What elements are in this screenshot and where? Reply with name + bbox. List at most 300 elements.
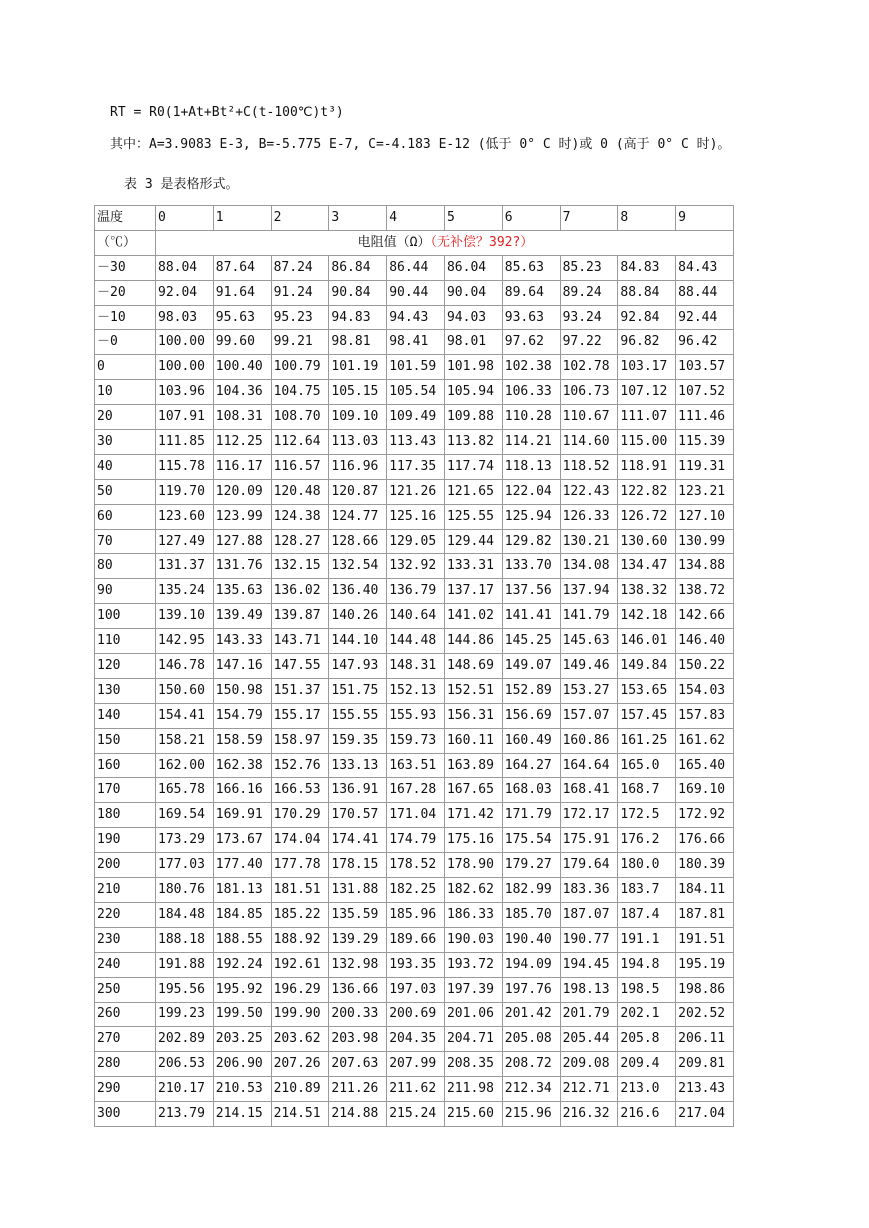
resistance-cell: 180.39 [676, 853, 734, 878]
resistance-cell: 119.31 [676, 454, 734, 479]
resistance-cell: 101.19 [329, 355, 387, 380]
resistance-cell: 188.55 [213, 927, 271, 952]
resistance-cell: 187.4 [618, 902, 676, 927]
resistance-cell: 99.60 [213, 330, 271, 355]
resistance-cell: 213.79 [156, 1102, 214, 1127]
table-row [95, 853, 734, 878]
resistance-cell: 115.00 [618, 430, 676, 455]
resistance-cell: 181.51 [271, 878, 329, 903]
row-temperature: 250 [95, 977, 156, 1002]
resistance-cell: 124.38 [271, 504, 329, 529]
resistance-cell: 194.8 [618, 952, 676, 977]
resistance-cell: 207.63 [329, 1052, 387, 1077]
resistance-cell: 204.71 [444, 1027, 502, 1052]
resistance-cell: 155.17 [271, 703, 329, 728]
resistance-cell: 203.25 [213, 1027, 271, 1052]
resistance-cell: 210.89 [271, 1077, 329, 1102]
resistance-cell: 150.98 [213, 678, 271, 703]
resistance-cell: 91.64 [213, 280, 271, 305]
resistance-cell: 155.93 [387, 703, 445, 728]
resistance-cell: 85.23 [560, 255, 618, 280]
formula-text: RT = R0(1+At+Bt²+C(t-100℃)t³) [110, 105, 344, 120]
resistance-cell: 117.35 [387, 454, 445, 479]
header-digit: 2 [271, 206, 329, 231]
resistance-cell: 149.46 [560, 654, 618, 679]
resistance-cell: 164.27 [502, 753, 560, 778]
table-row [95, 678, 734, 703]
row-temperature: 170 [95, 778, 156, 803]
resistance-cell: 120.48 [271, 479, 329, 504]
resistance-cell: 109.88 [444, 405, 502, 430]
table-row [95, 878, 734, 903]
resistance-cell: 173.29 [156, 828, 214, 853]
resistance-cell: 180.0 [618, 853, 676, 878]
table-row [95, 1027, 734, 1052]
resistance-cell: 166.53 [271, 778, 329, 803]
resistance-cell: 203.62 [271, 1027, 329, 1052]
resistance-cell: 153.65 [618, 678, 676, 703]
resistance-cell: 178.52 [387, 853, 445, 878]
resistance-cell: 106.33 [502, 380, 560, 405]
resistance-cell: 170.29 [271, 803, 329, 828]
row-temperature: 20 [95, 405, 156, 430]
resistance-cell: 130.21 [560, 529, 618, 554]
resistance-cell: 177.03 [156, 853, 214, 878]
resistance-cell: 172.5 [618, 803, 676, 828]
resistance-cell: 211.26 [329, 1077, 387, 1102]
resistance-cell: 195.56 [156, 977, 214, 1002]
resistance-cell: 127.10 [676, 504, 734, 529]
resistance-cell: 135.63 [213, 579, 271, 604]
row-temperature: 180 [95, 803, 156, 828]
resistance-cell: 209.08 [560, 1052, 618, 1077]
resistance-cell: 100.00 [156, 330, 214, 355]
resistance-cell: 199.23 [156, 1002, 214, 1027]
resistance-cell: 191.1 [618, 927, 676, 952]
resistance-cell: 215.96 [502, 1102, 560, 1127]
resistance-cell: 94.83 [329, 305, 387, 330]
row-temperature: 270 [95, 1027, 156, 1052]
resistance-cell: 113.03 [329, 430, 387, 455]
resistance-cell: 163.51 [387, 753, 445, 778]
resistance-cell: 214.15 [213, 1102, 271, 1127]
resistance-cell: 194.09 [502, 952, 560, 977]
table-unit-row [95, 230, 734, 255]
resistance-cell: 127.49 [156, 529, 214, 554]
resistance-cell: 191.51 [676, 927, 734, 952]
resistance-cell: 156.31 [444, 703, 502, 728]
resistance-cell: 185.70 [502, 902, 560, 927]
resistance-cell: 141.02 [444, 604, 502, 629]
resistance-cell: 169.91 [213, 803, 271, 828]
resistance-cell: 112.25 [213, 430, 271, 455]
resistance-cell: 193.35 [387, 952, 445, 977]
resistance-cell: 197.76 [502, 977, 560, 1002]
resistance-cell: 92.44 [676, 305, 734, 330]
resistance-cell: 168.41 [560, 778, 618, 803]
resistance-cell: 166.16 [213, 778, 271, 803]
resistance-cell: 178.15 [329, 853, 387, 878]
resistance-cell: 157.45 [618, 703, 676, 728]
resistance-cell: 198.86 [676, 977, 734, 1002]
resistance-cell: 179.64 [560, 853, 618, 878]
table-row [95, 380, 734, 405]
resistance-cell: 85.63 [502, 255, 560, 280]
resistance-cell: 204.35 [387, 1027, 445, 1052]
resistance-cell: 149.84 [618, 654, 676, 679]
resistance-cell: 162.38 [213, 753, 271, 778]
resistance-cell: 139.10 [156, 604, 214, 629]
resistance-cell: 154.41 [156, 703, 214, 728]
resistance-cell: 148.69 [444, 654, 502, 679]
resistance-cell: 143.71 [271, 629, 329, 654]
resistance-cell: 176.2 [618, 828, 676, 853]
resistance-cell: 86.84 [329, 255, 387, 280]
resistance-cell: 171.04 [387, 803, 445, 828]
resistance-cell: 129.44 [444, 529, 502, 554]
resistance-cell: 174.04 [271, 828, 329, 853]
resistance-cell: 168.03 [502, 778, 560, 803]
resistance-cell: 111.85 [156, 430, 214, 455]
row-temperature: 140 [95, 703, 156, 728]
resistance-cell: 99.21 [271, 330, 329, 355]
resistance-cell: 125.94 [502, 504, 560, 529]
table-row [95, 579, 734, 604]
resistance-cell: 145.63 [560, 629, 618, 654]
resistance-cell: 215.24 [387, 1102, 445, 1127]
resistance-cell: 84.43 [676, 255, 734, 280]
resistance-cell: 194.45 [560, 952, 618, 977]
resistance-cell: 98.01 [444, 330, 502, 355]
resistance-cell: 111.07 [618, 405, 676, 430]
table-row [95, 902, 734, 927]
header-temperature-label: 温度 [95, 206, 156, 231]
resistance-cell: 205.44 [560, 1027, 618, 1052]
resistance-cell: 136.91 [329, 778, 387, 803]
resistance-cell: 190.03 [444, 927, 502, 952]
resistance-cell: 211.62 [387, 1077, 445, 1102]
table-row [95, 629, 734, 654]
table-row [95, 952, 734, 977]
resistance-cell: 151.37 [271, 678, 329, 703]
resistance-cell: 210.53 [213, 1077, 271, 1102]
resistance-cell: 117.74 [444, 454, 502, 479]
resistance-cell: 123.60 [156, 504, 214, 529]
resistance-cell: 172.17 [560, 803, 618, 828]
resistance-cell: 102.78 [560, 355, 618, 380]
unit-label: （℃） [95, 230, 156, 255]
resistance-cell: 175.91 [560, 828, 618, 853]
resistance-cell: 197.39 [444, 977, 502, 1002]
resistance-cell: 113.82 [444, 430, 502, 455]
resistance-cell: 98.03 [156, 305, 214, 330]
table-row [95, 828, 734, 853]
resistance-cell: 177.40 [213, 853, 271, 878]
resistance-cell: 205.8 [618, 1027, 676, 1052]
resistance-cell: 122.43 [560, 479, 618, 504]
resistance-cell: 146.01 [618, 629, 676, 654]
table-row [95, 803, 734, 828]
resistance-cell: 175.16 [444, 828, 502, 853]
resistance-cell: 213.43 [676, 1077, 734, 1102]
resistance-cell: 138.72 [676, 579, 734, 604]
resistance-cell: 134.88 [676, 554, 734, 579]
resistance-cell: 137.17 [444, 579, 502, 604]
resistance-cell: 201.79 [560, 1002, 618, 1027]
resistance-cell: 103.57 [676, 355, 734, 380]
resistance-cell: 209.4 [618, 1052, 676, 1077]
table-row [95, 927, 734, 952]
resistance-cell: 93.24 [560, 305, 618, 330]
resistance-cell: 174.79 [387, 828, 445, 853]
resistance-cell: 138.32 [618, 579, 676, 604]
resistance-cell: 128.66 [329, 529, 387, 554]
resistance-cell: 167.28 [387, 778, 445, 803]
resistance-cell: 212.34 [502, 1077, 560, 1102]
resistance-cell: 131.88 [329, 878, 387, 903]
resistance-cell: 113.43 [387, 430, 445, 455]
resistance-cell: 186.33 [444, 902, 502, 927]
resistance-cell: 110.67 [560, 405, 618, 430]
resistance-cell: 158.21 [156, 728, 214, 753]
resistance-cell: 124.77 [329, 504, 387, 529]
resistance-cell: 125.16 [387, 504, 445, 529]
resistance-cell: 199.90 [271, 1002, 329, 1027]
resistance-cell: 118.52 [560, 454, 618, 479]
resistance-cell: 213.0 [618, 1077, 676, 1102]
row-temperature: 30 [95, 430, 156, 455]
header-digit: 3 [329, 206, 387, 231]
resistance-cell: 109.49 [387, 405, 445, 430]
resistance-cell: 151.75 [329, 678, 387, 703]
table-row [95, 255, 734, 280]
row-temperature: 0 [95, 355, 156, 380]
resistance-cell: 96.82 [618, 330, 676, 355]
resistance-cell: 133.31 [444, 554, 502, 579]
resistance-cell: 131.76 [213, 554, 271, 579]
resistance-cell: 89.24 [560, 280, 618, 305]
resistance-cell: 126.33 [560, 504, 618, 529]
resistance-cell: 201.06 [444, 1002, 502, 1027]
resistance-cell: 118.13 [502, 454, 560, 479]
resistance-cell: 140.26 [329, 604, 387, 629]
resistance-cell: 134.47 [618, 554, 676, 579]
resistance-cell: 169.10 [676, 778, 734, 803]
resistance-table [94, 205, 734, 1127]
resistance-cell: 209.81 [676, 1052, 734, 1077]
header-digit: 5 [444, 206, 502, 231]
header-digit: 8 [618, 206, 676, 231]
resistance-cell: 172.92 [676, 803, 734, 828]
resistance-cell: 87.24 [271, 255, 329, 280]
table-row [95, 554, 734, 579]
table-row [95, 280, 734, 305]
resistance-cell: 216.32 [560, 1102, 618, 1127]
resistance-cell: 165.40 [676, 753, 734, 778]
row-temperature: 120 [95, 654, 156, 679]
resistance-cell: 157.07 [560, 703, 618, 728]
resistance-cell: 206.53 [156, 1052, 214, 1077]
resistance-cell: 208.72 [502, 1052, 560, 1077]
resistance-cell: 195.92 [213, 977, 271, 1002]
resistance-cell: 139.87 [271, 604, 329, 629]
resistance-cell: 177.78 [271, 853, 329, 878]
resistance-cell: 116.17 [213, 454, 271, 479]
row-temperature: 150 [95, 728, 156, 753]
resistance-cell: 103.17 [618, 355, 676, 380]
table-row [95, 728, 734, 753]
resistance-cell: 108.70 [271, 405, 329, 430]
resistance-cell: 122.04 [502, 479, 560, 504]
row-temperature: 290 [95, 1077, 156, 1102]
header-digit: 0 [156, 206, 214, 231]
resistance-cell: 139.49 [213, 604, 271, 629]
resistance-cell: 149.07 [502, 654, 560, 679]
resistance-cell: 163.89 [444, 753, 502, 778]
resistance-cell: 198.5 [618, 977, 676, 1002]
resistance-cell: 100.79 [271, 355, 329, 380]
resistance-cell: 182.62 [444, 878, 502, 903]
row-temperature: 280 [95, 1052, 156, 1077]
resistance-cell: 173.67 [213, 828, 271, 853]
resistance-cell: 214.51 [271, 1102, 329, 1127]
resistance-cell: 130.60 [618, 529, 676, 554]
resistance-cell: 90.44 [387, 280, 445, 305]
resistance-cell: 148.31 [387, 654, 445, 679]
row-temperature: 130 [95, 678, 156, 703]
resistance-cell: 206.11 [676, 1027, 734, 1052]
table-row [95, 1102, 734, 1127]
resistance-cell: 160.49 [502, 728, 560, 753]
table-row [95, 1002, 734, 1027]
resistance-cell: 147.55 [271, 654, 329, 679]
resistance-cell: 116.96 [329, 454, 387, 479]
row-temperature: 10 [95, 380, 156, 405]
resistance-cell: 122.82 [618, 479, 676, 504]
table-row [95, 529, 734, 554]
resistance-cell: 205.08 [502, 1027, 560, 1052]
resistance-cell: 137.94 [560, 579, 618, 604]
resistance-cell: 182.99 [502, 878, 560, 903]
row-temperature: 190 [95, 828, 156, 853]
row-temperature: 300 [95, 1102, 156, 1127]
resistance-cell: 137.56 [502, 579, 560, 604]
resistance-cell: 95.23 [271, 305, 329, 330]
resistance-cell: 97.62 [502, 330, 560, 355]
row-temperature: 220 [95, 902, 156, 927]
row-temperature: －10 [95, 305, 156, 330]
resistance-cell: 126.72 [618, 504, 676, 529]
row-temperature: －0 [95, 330, 156, 355]
resistance-cell: 160.86 [560, 728, 618, 753]
resistance-cell: 125.55 [444, 504, 502, 529]
resistance-cell: 104.75 [271, 380, 329, 405]
resistance-cell: 184.48 [156, 902, 214, 927]
resistance-cell: 157.83 [676, 703, 734, 728]
resistance-cell: 147.93 [329, 654, 387, 679]
resistance-cell: 145.25 [502, 629, 560, 654]
resistance-cell: 141.41 [502, 604, 560, 629]
resistance-cell: 174.41 [329, 828, 387, 853]
resistance-cell: 96.42 [676, 330, 734, 355]
table-header-row [95, 206, 734, 231]
resistance-cell: 206.90 [213, 1052, 271, 1077]
resistance-cell: 86.04 [444, 255, 502, 280]
table-caption: 表 3 是表格形式。 [124, 177, 239, 192]
resistance-cell: 140.64 [387, 604, 445, 629]
resistance-cell: 179.27 [502, 853, 560, 878]
resistance-cell: 156.69 [502, 703, 560, 728]
resistance-cell: 92.84 [618, 305, 676, 330]
resistance-cell: 123.99 [213, 504, 271, 529]
resistance-cell: 202.1 [618, 1002, 676, 1027]
resistance-header [156, 230, 734, 255]
resistance-cell: 93.63 [502, 305, 560, 330]
header-digit: 4 [387, 206, 445, 231]
resistance-cell: 121.26 [387, 479, 445, 504]
resistance-cell: 88.44 [676, 280, 734, 305]
resistance-cell: 110.28 [502, 405, 560, 430]
resistance-cell: 146.78 [156, 654, 214, 679]
resistance-cell: 155.55 [329, 703, 387, 728]
resistance-cell: 201.42 [502, 1002, 560, 1027]
resistance-cell: 154.03 [676, 678, 734, 703]
resistance-cell: 86.44 [387, 255, 445, 280]
table-row [95, 1077, 734, 1102]
resistance-cell: 136.66 [329, 977, 387, 1002]
resistance-cell: 150.60 [156, 678, 214, 703]
resistance-cell: 184.85 [213, 902, 271, 927]
resistance-cell: 111.46 [676, 405, 734, 430]
resistance-cell: 132.92 [387, 554, 445, 579]
resistance-cell: 104.36 [213, 380, 271, 405]
table-row [95, 654, 734, 679]
resistance-cell: 202.89 [156, 1027, 214, 1052]
resistance-cell: 95.63 [213, 305, 271, 330]
resistance-cell: 141.79 [560, 604, 618, 629]
resistance-cell: 176.66 [676, 828, 734, 853]
resistance-cell: 109.10 [329, 405, 387, 430]
resistance-cell: 193.72 [444, 952, 502, 977]
resistance-cell: 161.62 [676, 728, 734, 753]
table-row [95, 703, 734, 728]
resistance-cell: 215.60 [444, 1102, 502, 1127]
resistance-cell: 108.31 [213, 405, 271, 430]
resistance-cell: 191.88 [156, 952, 214, 977]
table-row [95, 430, 734, 455]
row-temperature: 210 [95, 878, 156, 903]
resistance-cell: 142.66 [676, 604, 734, 629]
row-temperature: 50 [95, 479, 156, 504]
header-digit: 9 [676, 206, 734, 231]
resistance-cell: 153.27 [560, 678, 618, 703]
resistance-cell: 103.96 [156, 380, 214, 405]
resistance-cell: 182.25 [387, 878, 445, 903]
resistance-cell: 106.73 [560, 380, 618, 405]
resistance-cell: 195.19 [676, 952, 734, 977]
resistance-cell: 158.59 [213, 728, 271, 753]
row-temperature: 100 [95, 604, 156, 629]
resistance-cell: 129.05 [387, 529, 445, 554]
resistance-cell: 89.64 [502, 280, 560, 305]
resistance-cell: 94.43 [387, 305, 445, 330]
resistance-cell: 171.42 [444, 803, 502, 828]
resistance-cell: 183.7 [618, 878, 676, 903]
resistance-cell: 184.11 [676, 878, 734, 903]
resistance-cell: 144.10 [329, 629, 387, 654]
resistance-cell: 187.07 [560, 902, 618, 927]
resistance-cell: 107.91 [156, 405, 214, 430]
